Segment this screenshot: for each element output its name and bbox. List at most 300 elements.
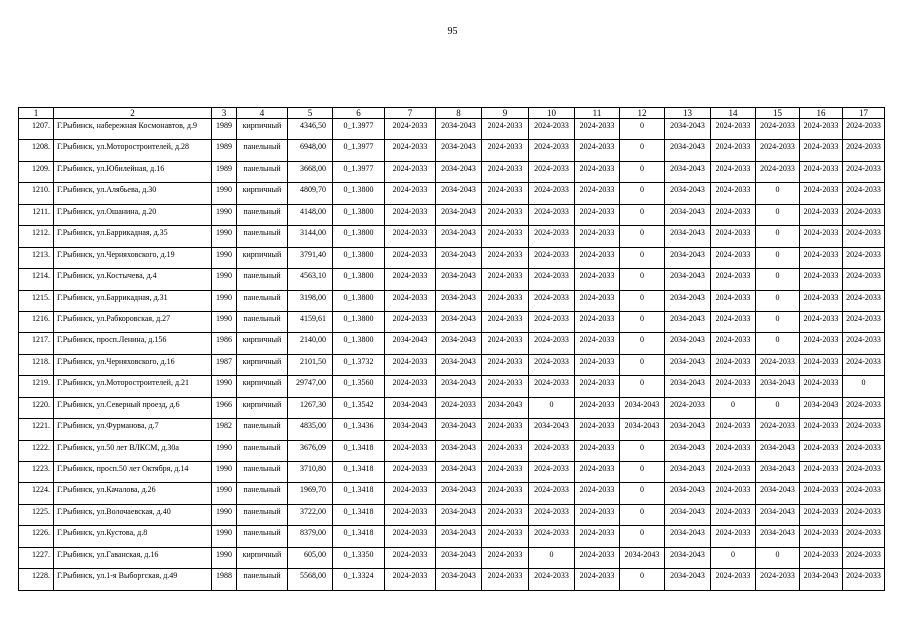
table-cell: 2024-2033 (843, 419, 885, 440)
table-cell: 0 (620, 161, 665, 182)
table-cell: 2034-2043 (436, 547, 482, 568)
table-cell: 2024-2033 (711, 183, 756, 204)
table-cell: 1989 (212, 161, 237, 182)
table-row (19, 483, 885, 504)
table-cell: 2024-2033 (385, 247, 436, 268)
table-cell: 1969,70 (288, 483, 333, 504)
table-cell: 2034-2043 (529, 419, 575, 440)
table-cell: 1990 (212, 247, 237, 268)
table-cell: 2034-2043 (665, 226, 711, 247)
table-cell: 2034-2043 (756, 376, 800, 397)
table-cell: 2024-2033 (385, 119, 436, 140)
table-cell: Г.Рыбинск, просп.50 лет Октября, д.14 (54, 462, 212, 483)
table-cell: Г.Рыбинск, ул.1-я Выборгская, д.49 (54, 569, 212, 590)
table-cell: 2024-2033 (800, 419, 843, 440)
table-cell: 0 (756, 397, 800, 418)
table-cell: Г.Рыбинск, ул.50 лет ВЛКСМ, д.30а (54, 440, 212, 461)
table-cell: 2024-2033 (529, 204, 575, 225)
table-cell: 2024-2033 (482, 526, 529, 547)
table-cell: Г.Рыбинск, ул.Алябьева, д.30 (54, 183, 212, 204)
table-cell: 0 (620, 440, 665, 461)
table-cell: 2024-2033 (711, 226, 756, 247)
table-cell: 8379,00 (288, 526, 333, 547)
table-cell: 2024-2033 (575, 333, 620, 354)
table-cell: 3668,00 (288, 161, 333, 182)
table-cell: 1222. (19, 440, 54, 461)
table-cell: 2024-2033 (529, 311, 575, 332)
table-cell: 0_1.3418 (333, 440, 385, 461)
column-header: 17 (843, 108, 885, 119)
table-cell: 2024-2033 (711, 440, 756, 461)
table-cell: Г.Рыбинск, ул.Черняховского, д.19 (54, 247, 212, 268)
table-row (19, 354, 885, 375)
column-header: 4 (237, 108, 288, 119)
table-cell: 2024-2033 (575, 204, 620, 225)
table-cell: 2024-2033 (385, 547, 436, 568)
table-cell: 0_1.3800 (333, 290, 385, 311)
table-cell: 2024-2033 (575, 119, 620, 140)
table-cell: 1223. (19, 462, 54, 483)
table-cell: 2034-2043 (436, 204, 482, 225)
table-cell: 2024-2033 (385, 140, 436, 161)
table-cell: 1217. (19, 333, 54, 354)
table-cell: кирпичный (237, 183, 288, 204)
table-cell: 2024-2033 (800, 376, 843, 397)
table-cell: 2034-2043 (665, 269, 711, 290)
table-cell: 0_1.3732 (333, 354, 385, 375)
table-cell: 2034-2043 (665, 569, 711, 590)
table-cell: 2024-2033 (575, 419, 620, 440)
table-cell: 0 (620, 569, 665, 590)
table-cell: 2024-2033 (529, 483, 575, 504)
table-cell: 2034-2043 (665, 526, 711, 547)
table-cell: 1982 (212, 419, 237, 440)
table-cell: 0 (711, 547, 756, 568)
table-cell: 2024-2033 (843, 140, 885, 161)
table-cell: 2034-2043 (482, 397, 529, 418)
table-row (19, 526, 885, 547)
table-cell: 0_1.3418 (333, 483, 385, 504)
table-cell: 2034-2043 (665, 333, 711, 354)
table-cell: 1989 (212, 140, 237, 161)
table-cell: 2024-2033 (711, 311, 756, 332)
table-cell: 2024-2033 (843, 119, 885, 140)
table-cell: 0 (756, 333, 800, 354)
table-cell: 605,00 (288, 547, 333, 568)
table-cell: 1227. (19, 547, 54, 568)
table-row (19, 462, 885, 483)
table-cell: 1988 (212, 569, 237, 590)
table-cell: 2024-2033 (385, 354, 436, 375)
table-cell: 1225. (19, 504, 54, 525)
table-cell: 2024-2033 (385, 569, 436, 590)
table-cell: 2024-2033 (385, 483, 436, 504)
table-cell: 0 (756, 247, 800, 268)
table-cell: 0 (620, 226, 665, 247)
table-cell: 2034-2043 (665, 140, 711, 161)
table-cell: 0 (620, 354, 665, 375)
table-cell: 4809,70 (288, 183, 333, 204)
table-row (19, 397, 885, 418)
table-cell: 2024-2033 (800, 504, 843, 525)
table-cell: 2024-2033 (800, 204, 843, 225)
table-row (19, 247, 885, 268)
table-cell: 2034-2043 (620, 547, 665, 568)
table-cell: 2034-2043 (436, 354, 482, 375)
table-cell: 2024-2033 (482, 311, 529, 332)
table-cell: 2024-2033 (843, 269, 885, 290)
table-cell: 2024-2033 (385, 161, 436, 182)
table-cell: 2024-2033 (529, 569, 575, 590)
table-cell: 2024-2033 (800, 290, 843, 311)
table-cell: 0 (620, 376, 665, 397)
table-cell: 1267,30 (288, 397, 333, 418)
table-cell: 0_1.3800 (333, 333, 385, 354)
table-cell: 2024-2033 (385, 183, 436, 204)
table-cell: 1966 (212, 397, 237, 418)
table-cell: 2024-2033 (800, 140, 843, 161)
table-cell: 2024-2033 (385, 269, 436, 290)
table-cell: 2024-2033 (800, 269, 843, 290)
table-cell: 2034-2043 (665, 504, 711, 525)
table-cell: 2034-2043 (665, 311, 711, 332)
table-cell: 2024-2033 (529, 333, 575, 354)
table-cell: 1990 (212, 269, 237, 290)
table-cell: 0 (620, 183, 665, 204)
table-cell: панельный (237, 440, 288, 461)
table-cell: 1216. (19, 311, 54, 332)
table-cell: 2024-2033 (575, 269, 620, 290)
table-row (19, 376, 885, 397)
table-row (19, 569, 885, 590)
table-cell: 2034-2043 (665, 204, 711, 225)
table-cell: кирпичный (237, 247, 288, 268)
table-cell: 2024-2033 (575, 290, 620, 311)
table-cell: 2034-2043 (436, 462, 482, 483)
table-cell: 2024-2033 (843, 547, 885, 568)
table-row (19, 311, 885, 332)
table-cell: 2024-2033 (385, 462, 436, 483)
table-cell: 2024-2033 (800, 547, 843, 568)
table-cell: 0_1.3418 (333, 504, 385, 525)
table-cell: 2024-2033 (843, 354, 885, 375)
table-cell: 0_1.3436 (333, 419, 385, 440)
table-cell: 2034-2043 (800, 569, 843, 590)
table-cell: 2024-2033 (756, 419, 800, 440)
table-cell: 2024-2033 (482, 161, 529, 182)
table-cell: 2024-2033 (482, 183, 529, 204)
table-cell: 2034-2043 (665, 419, 711, 440)
table-cell: 2034-2043 (436, 183, 482, 204)
table-cell: 2024-2033 (711, 569, 756, 590)
table-cell: 0_1.3800 (333, 226, 385, 247)
table-cell: 2024-2033 (482, 247, 529, 268)
table-cell: 1210. (19, 183, 54, 204)
table-cell: 2034-2043 (756, 440, 800, 461)
page-number: 95 (447, 26, 458, 37)
table-cell: 2024-2033 (529, 247, 575, 268)
table-cell: 0_1.3977 (333, 119, 385, 140)
table-cell: панельный (237, 226, 288, 247)
table-cell: 2034-2043 (800, 397, 843, 418)
table-cell: 2024-2033 (843, 311, 885, 332)
table-cell: 2024-2033 (843, 526, 885, 547)
table-cell: 4148,00 (288, 204, 333, 225)
table-cell: кирпичный (237, 397, 288, 418)
table-cell: 2034-2043 (436, 440, 482, 461)
table-cell: 5568,00 (288, 569, 333, 590)
table-cell: 1207. (19, 119, 54, 140)
table-cell: 2034-2043 (436, 290, 482, 311)
table-cell: 0 (529, 397, 575, 418)
table-cell: 0 (620, 483, 665, 504)
table-cell: 2024-2033 (800, 247, 843, 268)
table-cell: 0 (620, 462, 665, 483)
table-cell: 0 (756, 183, 800, 204)
table-cell: 2034-2043 (665, 290, 711, 311)
table-row (19, 183, 885, 204)
table-cell: 1990 (212, 483, 237, 504)
table-cell: 1990 (212, 290, 237, 311)
table-cell: панельный (237, 504, 288, 525)
table-cell: 1990 (212, 376, 237, 397)
table-cell: 0_1.3418 (333, 526, 385, 547)
column-header: 7 (385, 108, 436, 119)
table-cell: Г.Рыбинск, ул.Ошанина, д.20 (54, 204, 212, 225)
table-cell: 2024-2033 (482, 290, 529, 311)
table-cell: 2034-2043 (665, 119, 711, 140)
table-cell: 3710,80 (288, 462, 333, 483)
table-cell: 0 (620, 504, 665, 525)
table-cell: 2024-2033 (843, 483, 885, 504)
table-cell: 2024-2033 (482, 226, 529, 247)
table-cell: 2034-2043 (385, 397, 436, 418)
table-cell: 1990 (212, 226, 237, 247)
table-cell: 0_1.3324 (333, 569, 385, 590)
table-cell: 2024-2033 (482, 204, 529, 225)
table-cell: 2024-2033 (575, 161, 620, 182)
table-cell: 2024-2033 (575, 526, 620, 547)
table-cell: 0 (620, 333, 665, 354)
table-cell: 2024-2033 (711, 526, 756, 547)
table-cell: 1989 (212, 119, 237, 140)
table-cell: 4835,00 (288, 419, 333, 440)
table-cell: панельный (237, 483, 288, 504)
table-cell: 3722,00 (288, 504, 333, 525)
table-cell: 2024-2033 (436, 397, 482, 418)
table-cell: 1990 (212, 204, 237, 225)
table-cell: 2024-2033 (800, 354, 843, 375)
table-cell: 1990 (212, 440, 237, 461)
table-cell: 2034-2043 (665, 440, 711, 461)
table-cell: 3791,40 (288, 247, 333, 268)
table-cell: панельный (237, 419, 288, 440)
table-cell: 2024-2033 (711, 269, 756, 290)
table-header (19, 108, 885, 119)
table-cell: 1211. (19, 204, 54, 225)
column-header: 1 (19, 108, 54, 119)
table-cell: 2024-2033 (843, 247, 885, 268)
table-cell: 2024-2033 (575, 183, 620, 204)
table-cell: 1214. (19, 269, 54, 290)
table-cell: 2024-2033 (843, 440, 885, 461)
table-cell: 2024-2033 (843, 569, 885, 590)
table-cell: 0 (843, 376, 885, 397)
table-cell: 1221. (19, 419, 54, 440)
table-cell: 0 (756, 311, 800, 332)
table-cell: 2024-2033 (575, 140, 620, 161)
table-cell: 2024-2033 (800, 526, 843, 547)
table-row (19, 547, 885, 568)
table-cell: 2024-2033 (711, 376, 756, 397)
table-cell: 0 (711, 397, 756, 418)
table-cell: 2024-2033 (711, 354, 756, 375)
table-cell: 2024-2033 (385, 290, 436, 311)
table-cell: 2034-2043 (620, 397, 665, 418)
table-cell: панельный (237, 311, 288, 332)
table-row (19, 161, 885, 182)
table-cell: кирпичный (237, 354, 288, 375)
table-cell: 2024-2033 (711, 140, 756, 161)
table-cell: 2034-2043 (436, 333, 482, 354)
table-cell: 2024-2033 (385, 226, 436, 247)
column-header: 9 (482, 108, 529, 119)
table-cell: 2034-2043 (665, 247, 711, 268)
table-row (19, 333, 885, 354)
table-cell: 2024-2033 (482, 333, 529, 354)
table-cell: Г.Рыбинск, ул.Рабкоровская, д.27 (54, 311, 212, 332)
header-row (19, 108, 885, 119)
table-cell: панельный (237, 569, 288, 590)
table-cell: 2024-2033 (482, 440, 529, 461)
table-cell: 2024-2033 (800, 311, 843, 332)
table-cell: 2024-2033 (529, 226, 575, 247)
table-cell: Г.Рыбинск, набережная Космонавтов, д.9 (54, 119, 212, 140)
table-cell: 2034-2043 (436, 569, 482, 590)
table-cell: 2024-2033 (711, 462, 756, 483)
table-cell: 2024-2033 (711, 119, 756, 140)
table-cell: 4346,50 (288, 119, 333, 140)
table-cell: 2034-2043 (436, 119, 482, 140)
column-header: 12 (620, 108, 665, 119)
column-header: 16 (800, 108, 843, 119)
table-cell: 2024-2033 (800, 440, 843, 461)
table-cell: 2024-2033 (800, 483, 843, 504)
table-cell: 2024-2033 (529, 526, 575, 547)
table-cell: панельный (237, 526, 288, 547)
table-cell: 1219. (19, 376, 54, 397)
table-row (19, 269, 885, 290)
table-row (19, 504, 885, 525)
table-cell: 1990 (212, 504, 237, 525)
table-cell: 2024-2033 (575, 247, 620, 268)
table-cell: 2024-2033 (385, 204, 436, 225)
table-cell: панельный (237, 462, 288, 483)
table-cell: 2034-2043 (665, 354, 711, 375)
table-cell: 2024-2033 (575, 547, 620, 568)
table-cell: Г.Рыбинск, ул.Качалова, д.26 (54, 483, 212, 504)
table-cell: 2034-2043 (436, 161, 482, 182)
table-cell: 2024-2033 (756, 569, 800, 590)
table-cell: 2024-2033 (482, 483, 529, 504)
table-cell: 0_1.3560 (333, 376, 385, 397)
table-cell: 2024-2033 (843, 183, 885, 204)
table-cell: 2034-2043 (436, 140, 482, 161)
table-cell: 2024-2033 (529, 161, 575, 182)
table-cell: 2034-2043 (665, 161, 711, 182)
table-cell: 0_1.3800 (333, 204, 385, 225)
table-cell: 2024-2033 (575, 397, 620, 418)
table-cell: 2024-2033 (529, 440, 575, 461)
table-cell: 2024-2033 (800, 119, 843, 140)
table-cell: 2024-2033 (575, 440, 620, 461)
table-cell: 2140,00 (288, 333, 333, 354)
column-header: 15 (756, 108, 800, 119)
table-cell: 2034-2043 (385, 333, 436, 354)
table-cell: 2024-2033 (711, 504, 756, 525)
table-cell: 0_1.3800 (333, 269, 385, 290)
table-cell: 2024-2033 (575, 569, 620, 590)
table-cell: 2034-2043 (756, 483, 800, 504)
table-cell: 1226. (19, 526, 54, 547)
table-cell: 1990 (212, 183, 237, 204)
table-cell: кирпичный (237, 547, 288, 568)
table-cell: 0 (529, 547, 575, 568)
table-cell: Г.Рыбинск, ул.Моторостроителей, д.21 (54, 376, 212, 397)
table-cell: 0 (756, 290, 800, 311)
table-cell: 3676,09 (288, 440, 333, 461)
table-cell: 2024-2033 (482, 419, 529, 440)
table-cell: 29747,00 (288, 376, 333, 397)
table-cell: 0_1.3800 (333, 247, 385, 268)
table-cell: 2024-2033 (843, 504, 885, 525)
table-cell: 2034-2043 (436, 504, 482, 525)
table-cell: панельный (237, 290, 288, 311)
table-cell: 2024-2033 (843, 204, 885, 225)
table-cell: 2024-2033 (800, 462, 843, 483)
table-cell: Г.Рыбинск, ул.Фурманова, д.7 (54, 419, 212, 440)
table-cell: панельный (237, 269, 288, 290)
table-cell: 0_1.3977 (333, 140, 385, 161)
table-cell: 2034-2043 (436, 376, 482, 397)
table-cell: 2024-2033 (529, 290, 575, 311)
column-header: 6 (333, 108, 385, 119)
table-cell: 2024-2033 (843, 290, 885, 311)
table-cell: 2024-2033 (711, 290, 756, 311)
table-cell: 0 (620, 269, 665, 290)
table-cell: 2034-2043 (436, 483, 482, 504)
table-cell: 2024-2033 (529, 119, 575, 140)
table-cell: 0 (756, 269, 800, 290)
table-cell: 2024-2033 (711, 247, 756, 268)
table-cell: 0 (620, 311, 665, 332)
table-cell: 2024-2033 (575, 504, 620, 525)
table-cell: Г.Рыбинск, просп.Ленина, д.156 (54, 333, 212, 354)
table-cell: 1986 (212, 333, 237, 354)
table-cell: 1987 (212, 354, 237, 375)
table-cell: 0 (620, 204, 665, 225)
table-cell: 2024-2033 (482, 569, 529, 590)
table-cell: 2024-2033 (800, 183, 843, 204)
table-cell: 1215. (19, 290, 54, 311)
column-header: 8 (436, 108, 482, 119)
table-cell: 0 (756, 226, 800, 247)
table-cell: 1212. (19, 226, 54, 247)
table-row (19, 204, 885, 225)
table-cell: 2024-2033 (665, 397, 711, 418)
table-cell: 1228. (19, 569, 54, 590)
table-cell: 2024-2033 (711, 419, 756, 440)
